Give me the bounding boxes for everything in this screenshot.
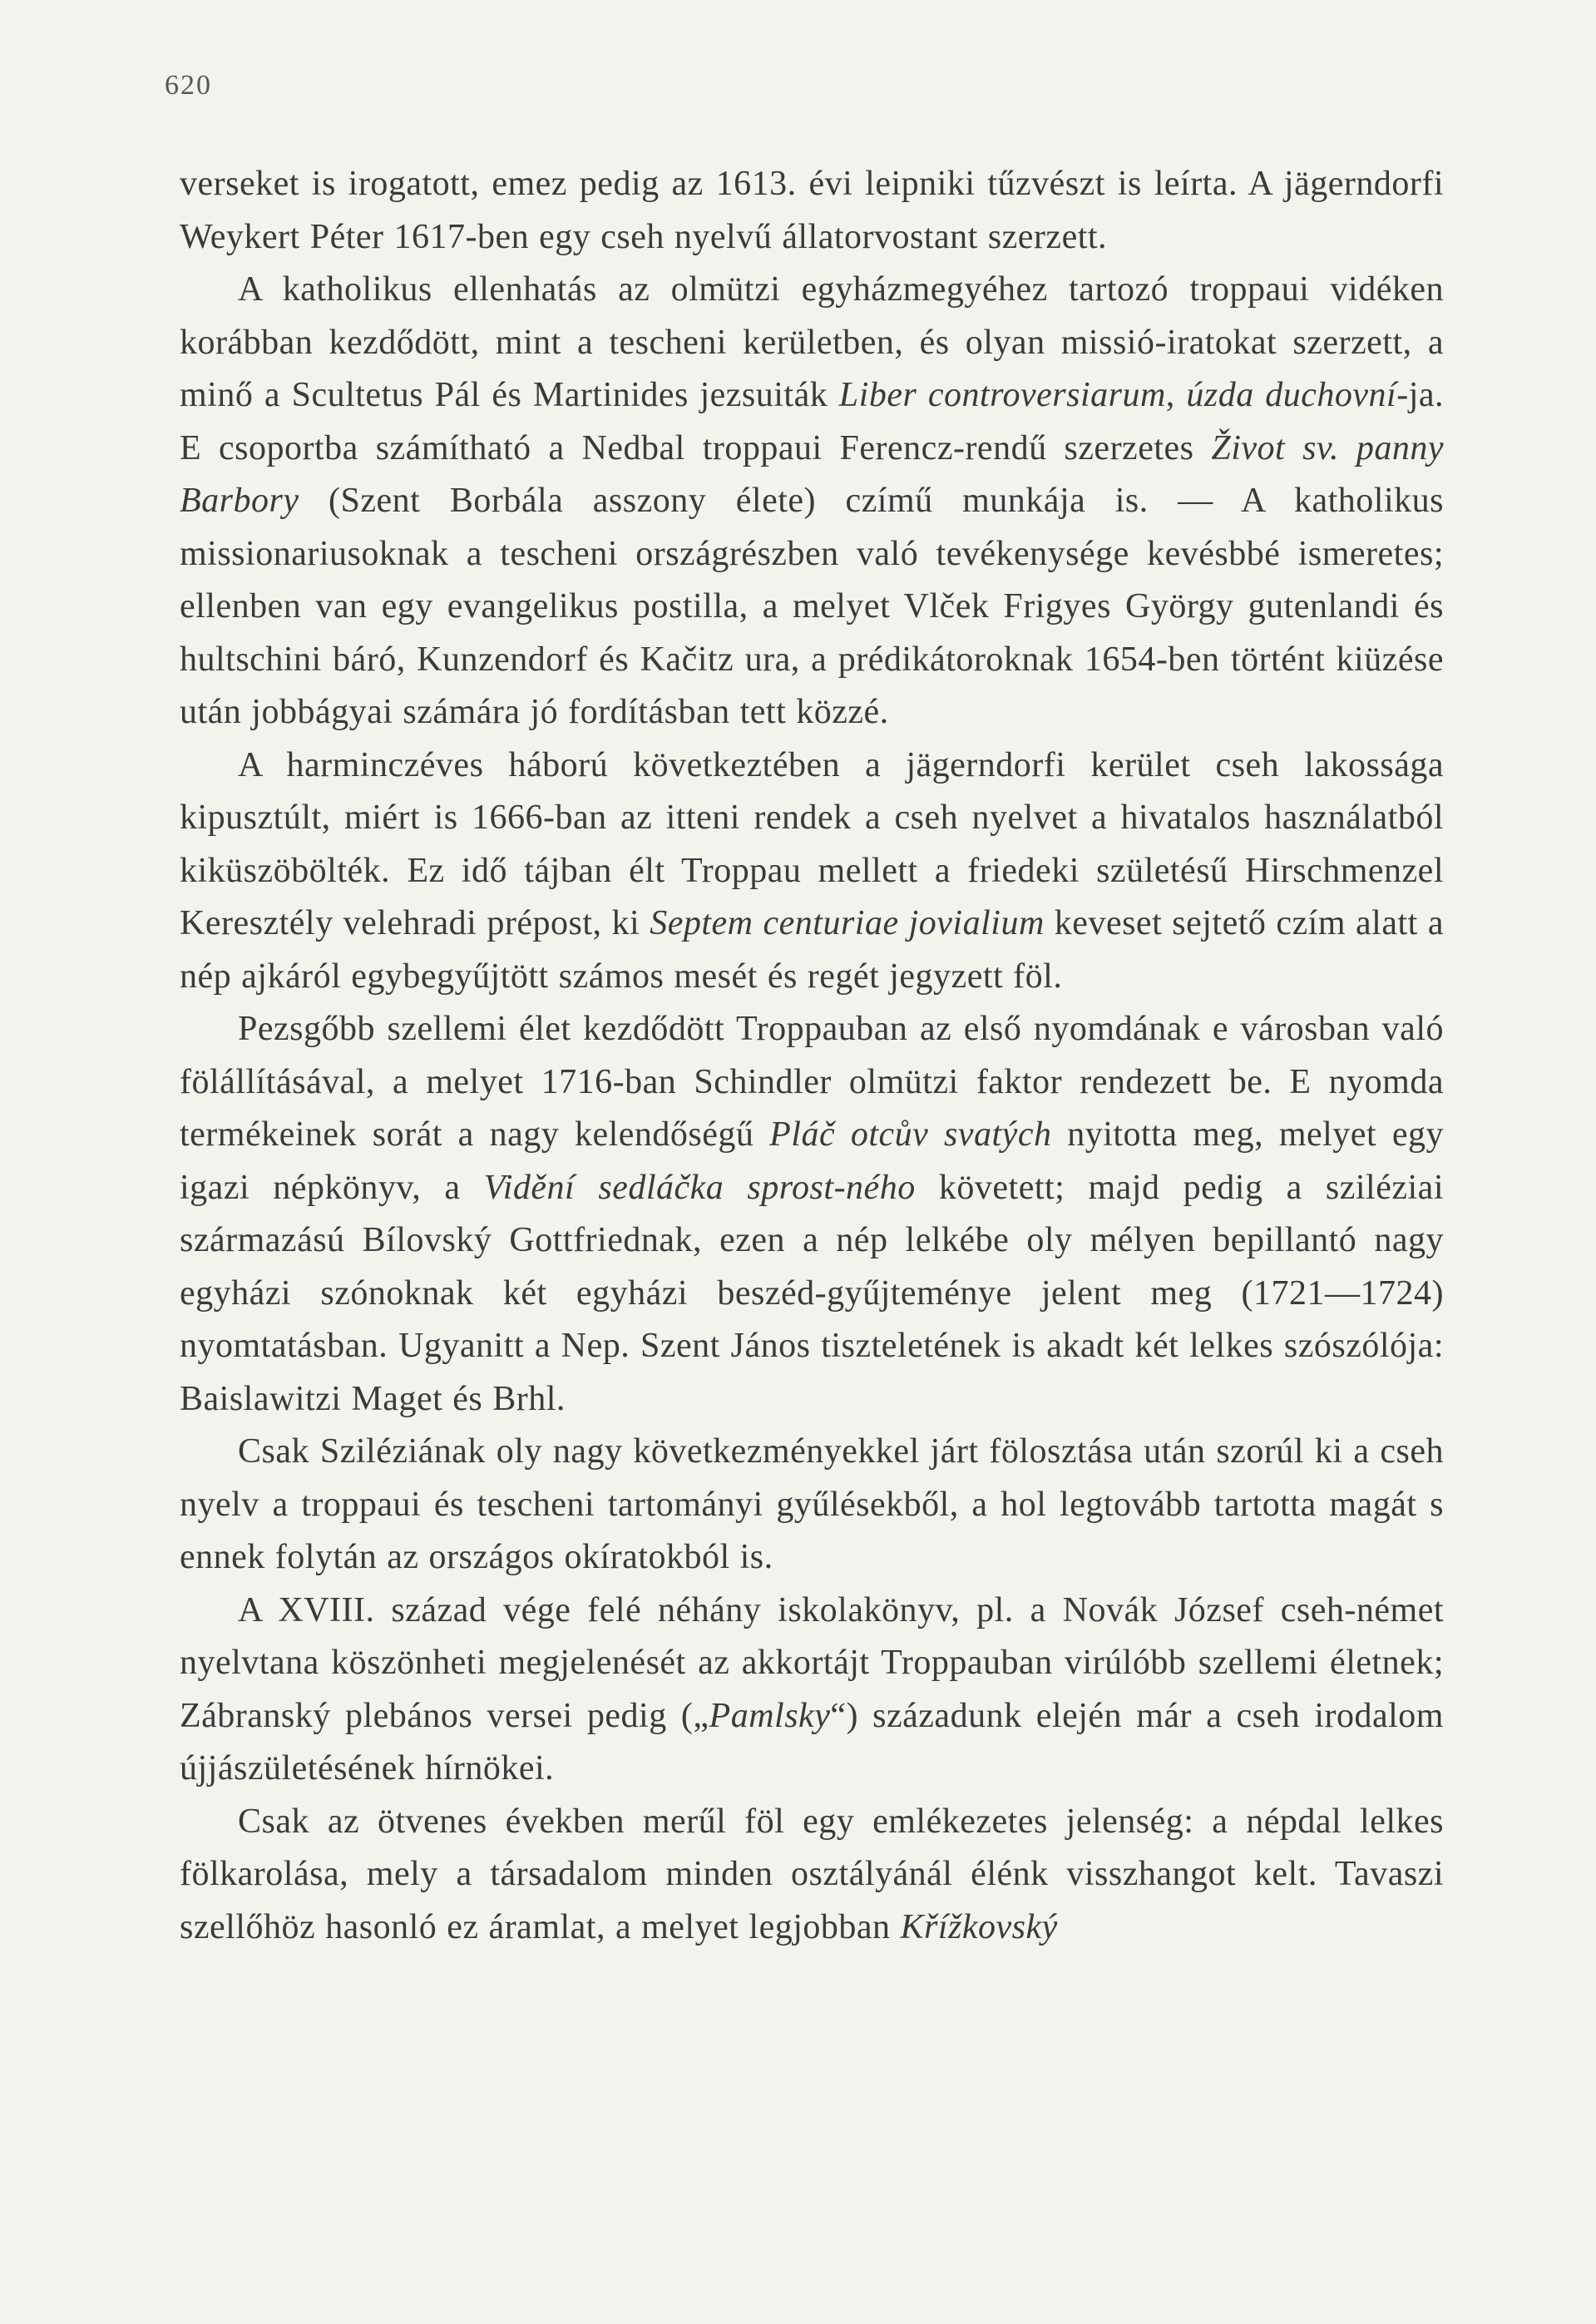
- italic-title: Křížkovský: [900, 1907, 1058, 1946]
- italic-title: úzda duchovní: [1186, 376, 1397, 414]
- page-number: 620: [165, 70, 212, 101]
- body-text: [180, 158, 1444, 1954]
- paragraph-p6: [180, 1585, 1444, 1796]
- italic-title: Vidění sedláčka sprost-ného: [483, 1168, 916, 1207]
- paragraph-p3: [180, 739, 1444, 1004]
- text-run: ,: [1165, 376, 1187, 414]
- text-run: Csak Sziléziának oly nagy következményekkel járt fölosztása után szorúl ki a cseh nyelv a troppaui és tescheni tartományi gyűlésekből, a hol legtovább tartotta magát s ennek folytán az országos okíratokból is.: [180, 1432, 1444, 1576]
- italic-title: Život sv. panny Barbory: [180, 428, 1444, 520]
- paragraph-p1: [180, 158, 1444, 264]
- text-run: (Szent Borbála asszony élete) czímű munkája is. — A katholikus missionariusoknak a tescheni országrészben való tevékenysége kevésbbé ismeretes; ellenben van egy evangelikus postilla, a melyet Vlček Frigyes György gutenlandi és hultschini báró, Kunzendorf és Kačitz ura, a prédikátoroknak 1654-ben történt kiüzése után jobbágyai számára jó fordításban tett közzé.: [180, 482, 1444, 731]
- text-run: “) századunk elején már a cseh irodalom újjászületésének hírnökei.: [180, 1696, 1444, 1788]
- italic-title: Septem centuriae jovialium: [650, 904, 1045, 942]
- paragraph-p7: [180, 1796, 1444, 1955]
- text-run: követett; majd pedig a sziléziai származású Bílovský Gottfriednak, ezen a nép lelkébe oly mélyen bepillantó nagy egyházi szónoknak két egyházi beszéd-gyűjteménye jelent meg (1721—1724) nyomtatásban. Ugyanitt a Nep. Szent János tiszteletének is akadt két lelkes szószólója: Baislawitzi Maget és Brhl.: [180, 1168, 1444, 1418]
- paragraph-p5: [180, 1426, 1444, 1585]
- italic-title: Pláč otcův svatých: [769, 1115, 1052, 1154]
- text-run: nyitotta meg, melyet egy igazi népkönyv, a: [180, 1115, 1444, 1207]
- text-run: verseket is irogatott, emez pedig az 1613. évi leipniki tűzvészt is leírta. A jägerndorfi Weykert Péter 1617-ben egy cseh nyelvű állatorvostant szerzett.: [180, 165, 1444, 256]
- text-run: keveset sejtető czím alatt a nép ajkáról egybegyűjtött számos mesét és regét jegyzett föl.: [180, 904, 1444, 996]
- text-run: A XVIII. század vége felé néhány iskolakönyv, pl. a Novák József cseh-német nyelvtana köszönheti megjelenését az akkortájt Troppauban virúlóbb szellemi életnek; Zábranský plebános versei pedig („: [180, 1590, 1444, 1735]
- text-run: -ja. E csoportba számítható a Nedbal troppaui Ferencz-rendű szerzetes: [180, 376, 1445, 467]
- paragraph-p2: [180, 264, 1444, 739]
- text-run: Pezsgőbb szellemi élet kezdődött Troppauban az első nyomdának e városban való fölállításával, a melyet 1716-ban Schindler olmützi faktor rendezett be. E nyomda termékeinek sorát a nagy kelendőségű: [180, 1010, 1444, 1154]
- text-run: Csak az ötvenes években merűl föl egy emlékezetes jelenség: a népdal lelkes fölkarolása, mely a társadalom minden osztályánál élénk visszhangot kelt. Tavaszi szellőhöz hasonló ez áramlat, a melyet legjobban: [180, 1802, 1444, 1946]
- italic-title: Liber controversiarum: [838, 376, 1166, 414]
- text-run: A katholikus ellenhatás az olmützi egyházmegyéhez tartozó troppaui vidéken korábban kezdődött, mint a tescheni kerületben, és olyan missió-iratokat szerzett, a minő a Scultetus Pál és Martinides jezsuiták: [180, 270, 1444, 414]
- paragraph-p4: [180, 1003, 1444, 1426]
- italic-title: Pamlsky: [709, 1696, 831, 1735]
- text-run: A harminczéves háború következtében a jägerndorfi kerület cseh lakossága kipusztúlt, miért is 1666-ban az itteni rendek a cseh nyelvet a hivatalos használatból kiküszöbölték. Ez idő tájban élt Troppau mellett a friedeki születésű Hirschmenzel Keresztély velehradi prépost, ki: [180, 745, 1444, 942]
